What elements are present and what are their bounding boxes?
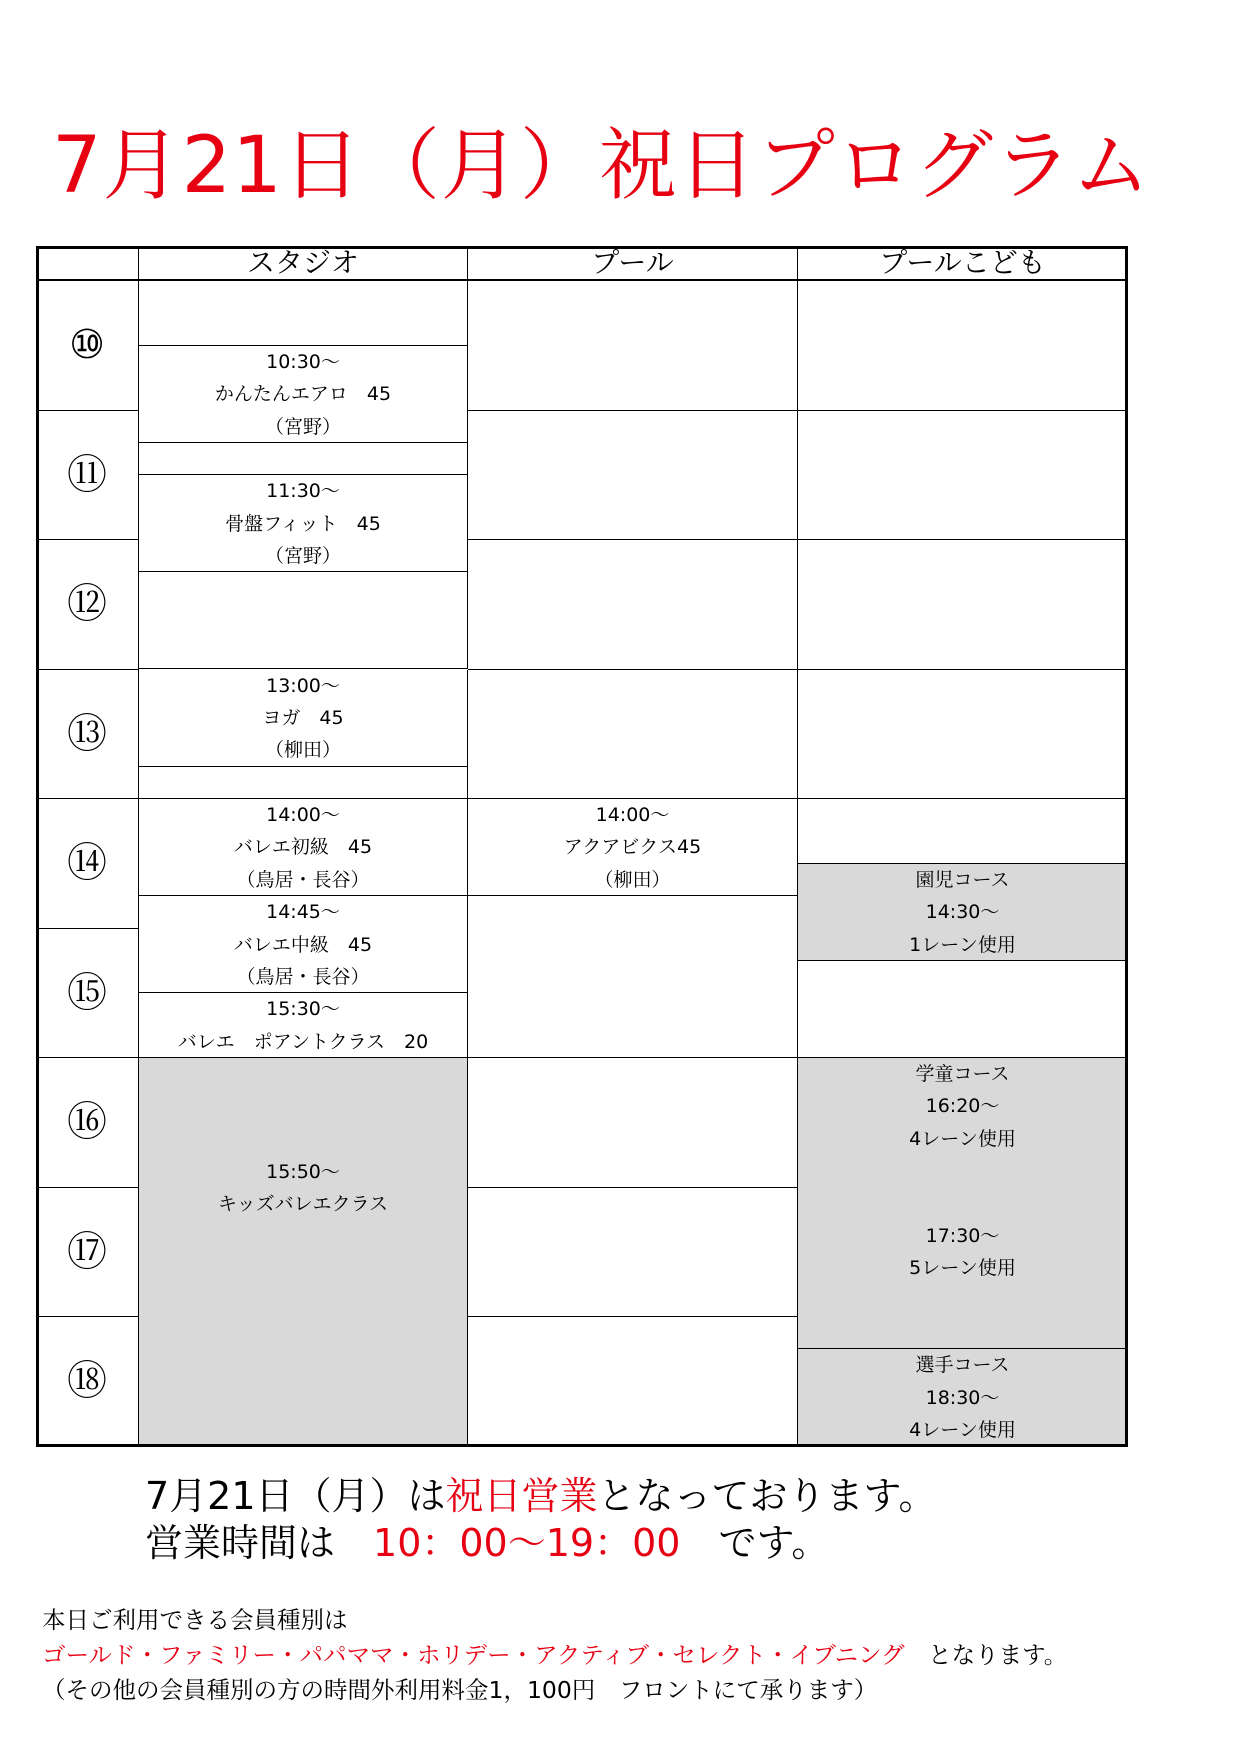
kids-pool-empty-slot: [798, 961, 1128, 1058]
kids-course-block: [798, 864, 1128, 961]
course-time: 14:30～: [925, 901, 1000, 924]
course-lanes: 1レーン使用: [909, 933, 1016, 956]
course-lanes: 5レーン使用: [909, 1257, 1016, 1280]
hour-label: ⑬: [36, 670, 139, 800]
member-types: ゴールド・ファミリー・パパママ・ホリデー・アクティブ・セレクト・イブニング: [42, 1641, 905, 1669]
page-title: 7月21日（月）祝日プログラム: [52, 121, 1152, 211]
notice-text: 営業時間は: [145, 1521, 374, 1565]
class-name: バレエ中級 45: [233, 933, 373, 956]
class-time: 14:00～: [266, 804, 340, 826]
class-time: 14:45～: [266, 901, 340, 924]
course-time: 16:20～: [925, 1095, 1000, 1118]
studio-class: [139, 993, 468, 1058]
header-pool: プール: [468, 246, 798, 281]
kids-course-block: [798, 1349, 1128, 1446]
studio-class: [139, 799, 468, 896]
member-types-line: [42, 1638, 1067, 1673]
course-name: 選手コース: [915, 1354, 1010, 1377]
course-lanes: 4レーン使用: [909, 1127, 1016, 1150]
class-time: 15:50～: [266, 1161, 340, 1183]
kids-pool-empty-slot: [798, 540, 1128, 670]
hour-label: ⑩: [36, 281, 139, 411]
class-time: 13:00～: [266, 674, 340, 697]
studio-class: [139, 896, 468, 993]
class-name: バレエ ポアントクラス 20: [177, 1030, 429, 1053]
class-time: 14:00～: [595, 804, 670, 826]
class-instructor: （宮野）: [264, 545, 341, 568]
kids-pool-empty-slot: [798, 411, 1128, 541]
course-name: 園児コース: [915, 868, 1010, 891]
class-name: アクアビクス45: [563, 836, 702, 859]
member-types-info: [42, 1603, 1067, 1708]
class-instructor: （柳田）: [264, 739, 341, 762]
kids-pool-empty-slot: [798, 281, 1128, 411]
pool-empty-slot: [468, 1058, 798, 1188]
member-fee-note: （その他の会員種別の方の時間外利用料金1，100円 フロントにて承ります）: [42, 1676, 878, 1704]
notice-text: です。: [680, 1521, 830, 1565]
class-name: 骨盤フィット 45: [225, 512, 381, 535]
pool-empty-slot: [468, 1188, 798, 1318]
business-hours: 10：00～19：00: [373, 1521, 681, 1565]
course-name: 学童コース: [915, 1063, 1010, 1085]
hour-label: ⑪: [36, 411, 139, 541]
notice-text: 7月21日（月）は: [145, 1474, 446, 1518]
member-types-suffix: となります。: [904, 1641, 1068, 1669]
pool-empty-slot: [468, 411, 798, 541]
course-time: 18:30～: [925, 1386, 1000, 1409]
schedule-table: [36, 246, 1128, 1447]
course-time: 17:30～: [925, 1225, 1000, 1248]
studio-empty-slot: [139, 281, 468, 346]
studio-class: [139, 670, 468, 767]
hour-label: ⑫: [36, 540, 139, 670]
pool-empty-slot: [468, 896, 798, 1058]
hour-label: ⑱: [36, 1317, 139, 1447]
pool-empty-slot: [468, 281, 798, 411]
member-intro: 本日ご利用できる会員種別は: [42, 1606, 348, 1634]
class-instructor: （柳田）: [594, 868, 671, 891]
notice-highlight: 祝日営業: [445, 1474, 598, 1518]
class-time: 15:30～: [266, 998, 340, 1021]
studio-class: [139, 346, 468, 443]
header-kids-pool: プールこども: [798, 246, 1128, 281]
studio-kids-ballet-block: [139, 1058, 468, 1447]
notice-text: となっております。: [597, 1474, 937, 1518]
class-name: バレエ初級 45: [233, 836, 373, 859]
studio-empty-slot: [139, 443, 468, 475]
kids-pool-empty-slot: [798, 670, 1128, 800]
class-name: かんたんエアロ 45: [214, 383, 392, 406]
hour-label: ⑭: [36, 799, 139, 929]
hour-label: ⑯: [36, 1058, 139, 1188]
class-name: キッズバレエクラス: [217, 1193, 389, 1216]
course-lanes: 4レーン使用: [909, 1419, 1016, 1442]
kids-pool-empty-slot: [798, 799, 1128, 864]
header-studio: スタジオ: [139, 246, 468, 281]
kids-course-block: [798, 1058, 1128, 1349]
studio-empty-slot: [139, 767, 468, 799]
class-instructor: （鳥居・長谷）: [236, 965, 370, 988]
header-time-cell: [36, 246, 139, 281]
hour-label: ⑮: [36, 929, 139, 1059]
pool-empty-slot: [468, 1317, 798, 1447]
business-hours-notice: [145, 1521, 829, 1565]
class-time: 11:30～: [266, 480, 340, 503]
holiday-notice: [145, 1474, 937, 1518]
studio-class: [139, 475, 468, 572]
class-instructor: （鳥居・長谷）: [236, 868, 370, 891]
hour-label: ⑰: [36, 1188, 139, 1318]
pool-empty-slot: [468, 540, 798, 670]
class-name: ヨガ 45: [262, 706, 344, 729]
studio-empty-slot: [139, 572, 468, 669]
class-instructor: （宮野）: [264, 415, 341, 438]
pool-class: [468, 799, 798, 896]
pool-empty-slot: [468, 670, 798, 800]
class-time: 10:30～: [266, 350, 340, 373]
